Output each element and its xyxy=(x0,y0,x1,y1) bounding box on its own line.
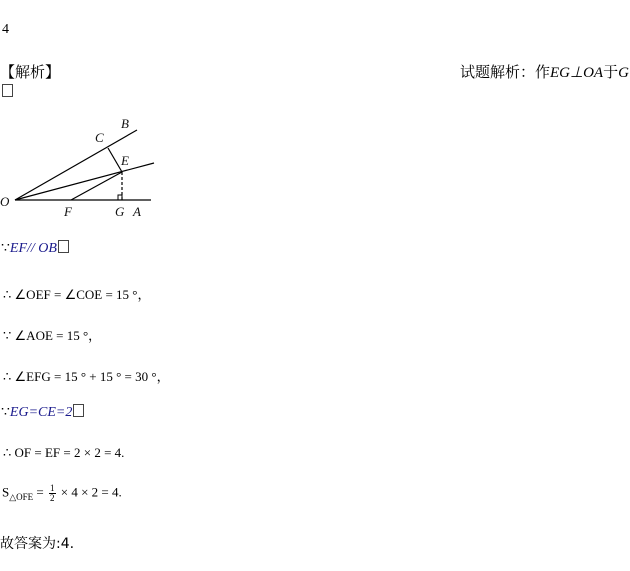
answer-text: 故答案为:4. xyxy=(0,536,75,552)
analysis-point: G xyxy=(618,65,629,81)
step-4-symbol: ∴ xyxy=(3,369,12,384)
ray-ob xyxy=(15,130,137,200)
area-fraction xyxy=(49,484,56,503)
step-5-text: EG=CE=2 xyxy=(9,405,73,420)
area-equals: = xyxy=(36,484,44,500)
analysis-prefix: 试题解析：作 xyxy=(460,63,551,81)
analysis-label: 【解析】 xyxy=(0,63,61,81)
final-answer xyxy=(0,533,74,553)
analysis-suffix: 于 xyxy=(603,63,619,81)
analysis-math: EG⊥OA xyxy=(550,65,604,81)
label-b: B xyxy=(121,116,129,131)
label-a: A xyxy=(133,204,141,219)
step-2-text: ∠OEF = ∠COE = 15 °， xyxy=(14,287,151,302)
ray-oe xyxy=(15,163,154,200)
label-o: O xyxy=(0,194,10,209)
step-4-text: ∠EFG = 15 ° + 15 ° = 30 °， xyxy=(14,369,170,384)
question-number: 4 xyxy=(2,22,9,37)
label-f: F xyxy=(64,204,72,219)
segment-fe xyxy=(71,172,122,200)
label-g: G xyxy=(115,204,125,219)
geometry-figure xyxy=(0,110,170,225)
fraction-numerator: 1 xyxy=(50,483,55,493)
placeholder-box xyxy=(1,81,13,100)
step-6-symbol: ∴ xyxy=(3,445,12,460)
step-3-text: ∠AOE = 15 °， xyxy=(14,328,102,343)
step-2-symbol: ∴ xyxy=(3,287,12,302)
step-1 xyxy=(1,240,69,257)
area-lhs: S xyxy=(2,484,10,500)
step-1-symbol: ∵ xyxy=(1,241,10,256)
label-c: C xyxy=(95,130,104,145)
step-3-symbol: ∵ xyxy=(3,328,12,343)
area-rest: × 4 × 2 = 4. xyxy=(60,484,122,500)
label-e: E xyxy=(121,153,129,168)
step-3 xyxy=(3,325,101,344)
analysis-intro xyxy=(460,61,629,82)
step-5-symbol: ∵ xyxy=(1,405,10,420)
step-4 xyxy=(3,366,170,385)
area-subscript: △OFE xyxy=(9,492,34,503)
step-1-text: EF// OB xyxy=(9,241,57,256)
step-2 xyxy=(3,284,151,303)
segment-ce xyxy=(108,148,122,172)
step-6 xyxy=(3,445,124,461)
step-5 xyxy=(1,404,84,421)
fraction-denominator: 2 xyxy=(50,493,55,503)
step-6-text: OF = EF = 2 × 2 = 4. xyxy=(14,445,125,460)
area-formula xyxy=(2,484,122,503)
